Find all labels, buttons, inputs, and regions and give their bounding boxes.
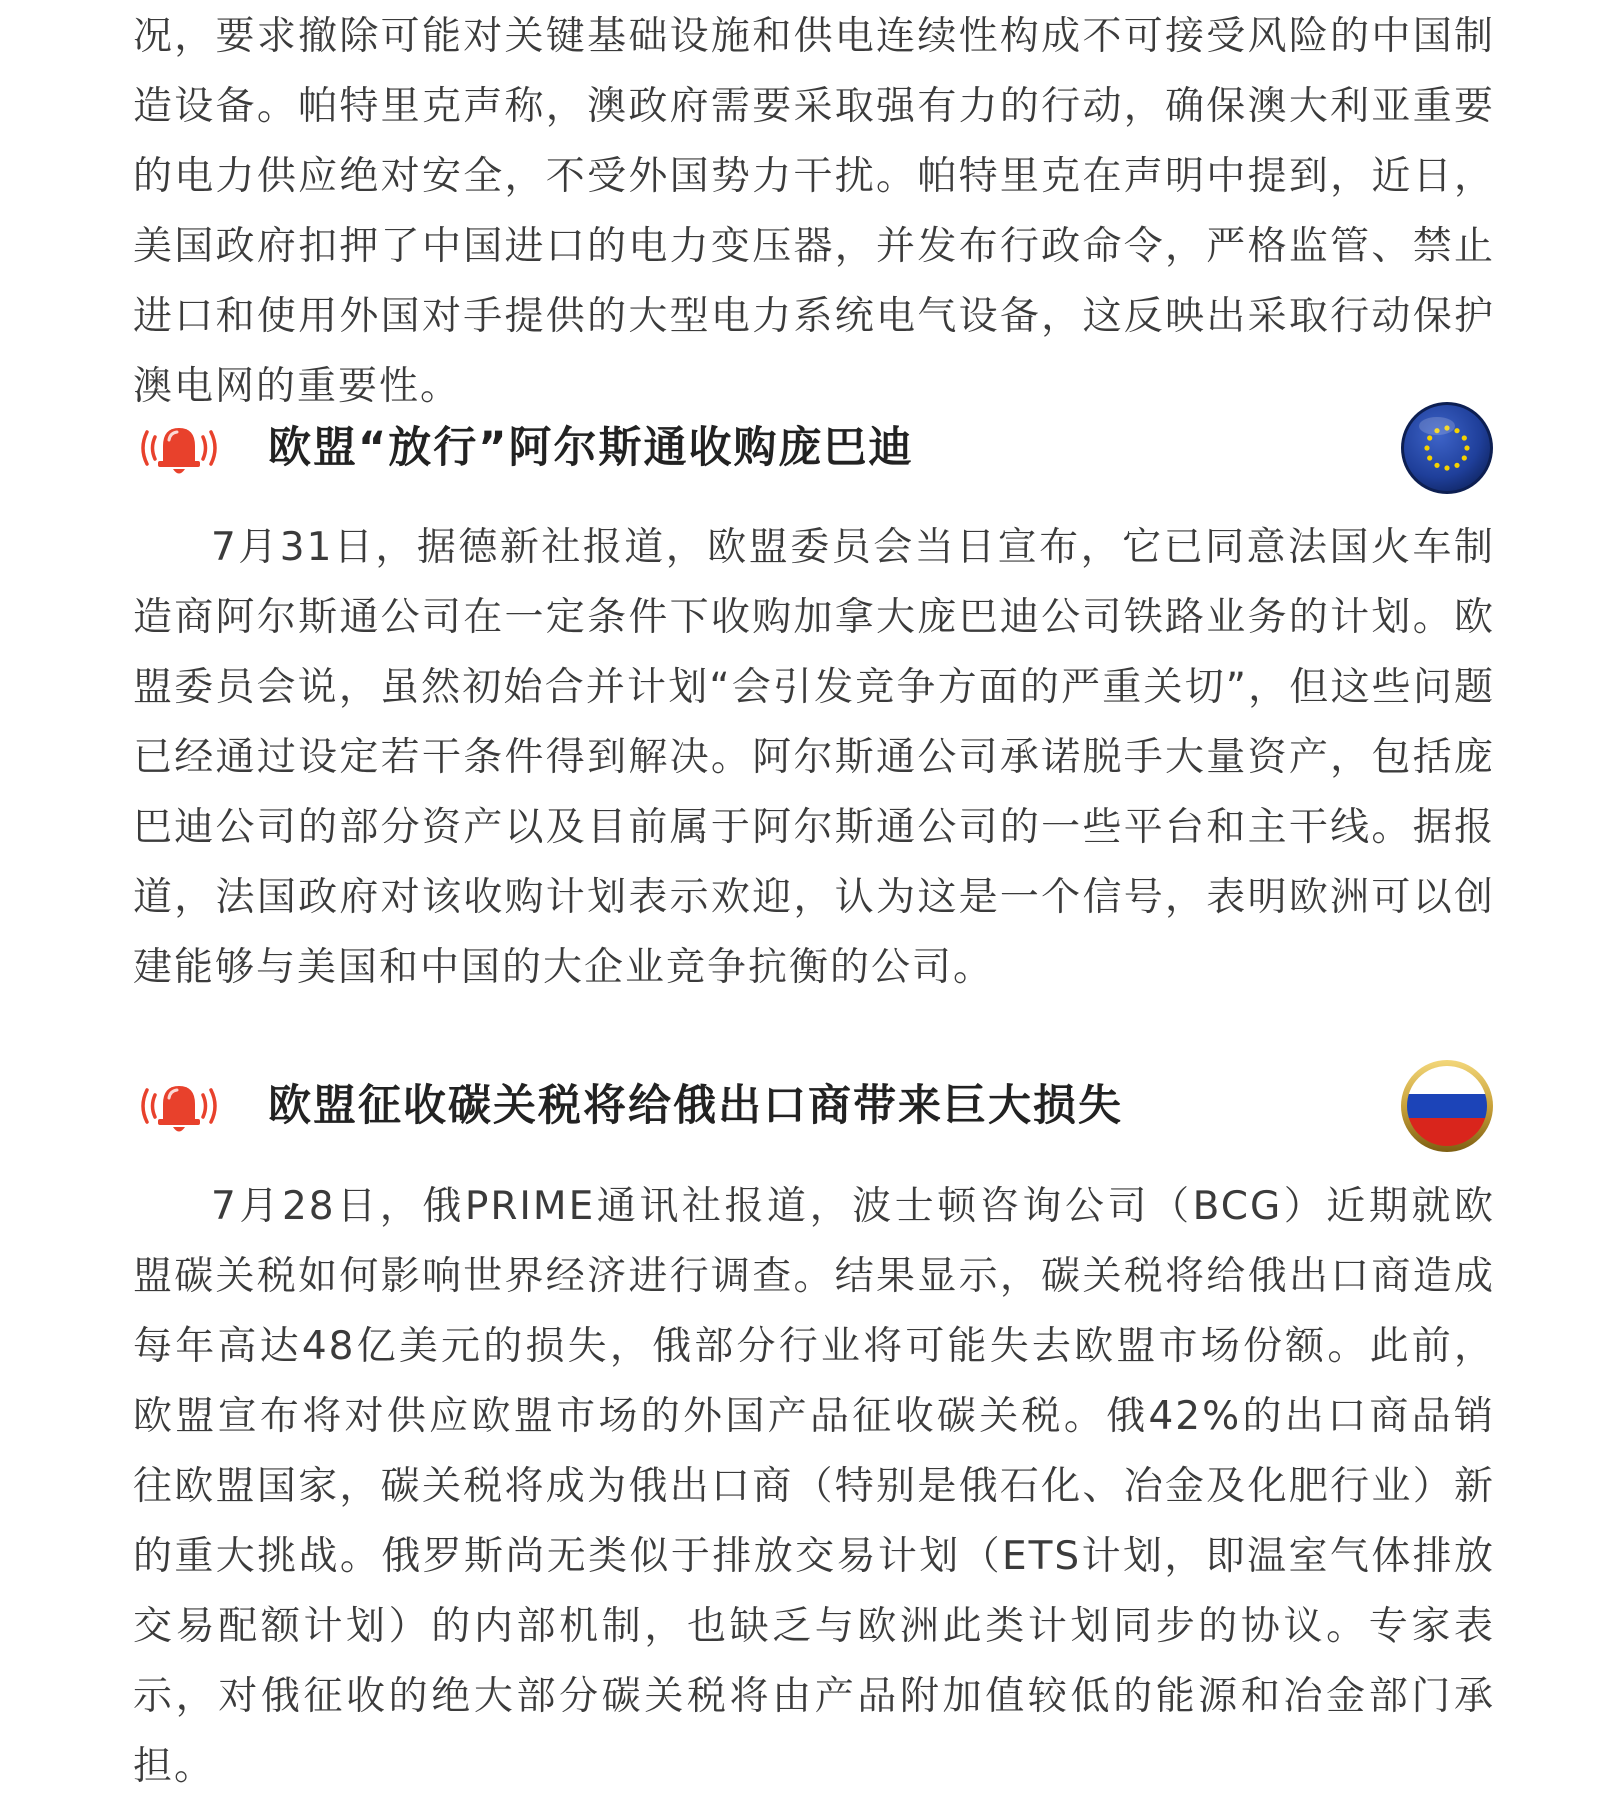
eu-flag-icon [1399, 400, 1495, 496]
section-header-alstom [133, 408, 1495, 508]
alarm-bell-icon [133, 418, 225, 478]
alarm-bell-icon [133, 1076, 225, 1136]
russia-flag-icon [1399, 1058, 1495, 1154]
section-body-carbon-tariff: 7月28日，俄PRIME通讯社报道，波士顿咨询公司（BCG）近期就欧盟碳关税如何影响世界经济进行调查。结果显示，碳关税将给俄出口商造成每年高达48亿美元的损失，俄部分行业将可能失去欧盟市场份额。此前，欧盟宣布将对供应欧盟市场的外国产品征收碳关税。俄42%的出口商品销往欧盟国家，碳关税将成为俄出口商（特别是俄石化、冶金及化肥行业）新的重大挑战。俄罗斯尚无类似于排放交易计划（ETS计划，即温室气体排放交易配额计划）的内部机制，也缺乏与欧洲此类计划同步的协议。专家表示，对俄征收的绝大部分碳关税将由产品附加值较低的能源和冶金部门承担。 [133, 1184, 1495, 1789]
section-title: 欧盟征收碳关税将给俄出口商带来巨大损失 [268, 1081, 1123, 1131]
section-title: 欧盟“放行”阿尔斯通收购庞巴迪 [268, 423, 914, 473]
section-body-alstom: 7月31日，据德新社报道，欧盟委员会当日宣布，它已同意法国火车制造商阿尔斯通公司在一定条件下收购加拿大庞巴迪公司铁路业务的计划。欧盟委员会说，虽然初始合并计划“会引发竞争方面的严重关切”，但这些问题已经通过设定若干条件得到解决。阿尔斯通公司承诺脱手大量资产，包括庞巴迪公司的部分资产以及目前属于阿尔斯通公司的一些平台和主干线。据报道，法国政府对该收购计划表示欢迎，认为这是一个信号，表明欧洲可以创建能够与美国和中国的大企业竞争抗衡的公司。 [133, 525, 1495, 990]
intro-paragraph: 况，要求撤除可能对关键基础设施和供电连续性构成不可接受风险的中国制造设备。帕特里克声称，澳政府需要采取强有力的行动，确保澳大利亚重要的电力供应绝对安全，不受外国势力干扰。帕特里克在声明中提到，近日，美国政府扣押了中国进口的电力变压器，并发布行政命令，严格监管、禁止进口和使用外国对手提供的大型电力系统电气设备，这反映出采取行动保护澳电网的重要性。 [133, 14, 1495, 409]
section-header-carbon-tariff [133, 1066, 1495, 1166]
